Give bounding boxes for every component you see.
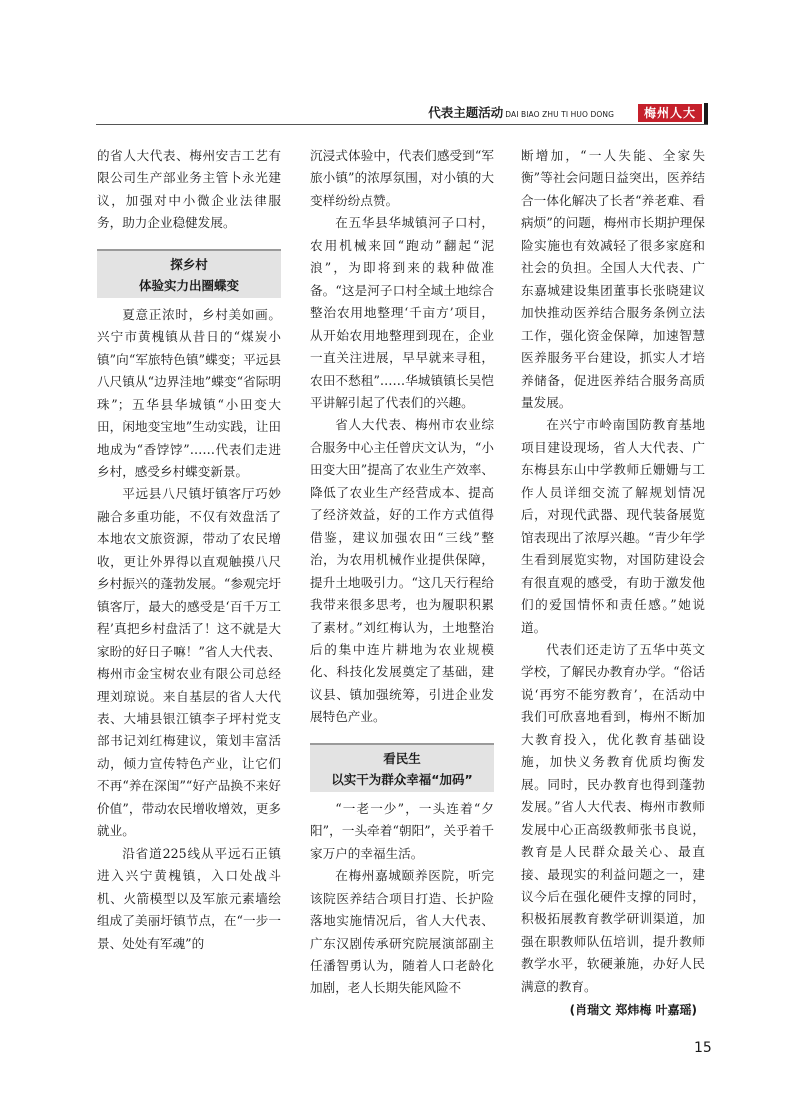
article-column-3 bbox=[521, 145, 705, 1022]
paragraph: 沉浸式体验中，代表们感受到“军旅小镇”的浓厚氛围，对小镇的大变样纷纷点赞。 bbox=[310, 148, 494, 208]
paragraph: 夏意正浓时，乡村美如画。兴宁市黄槐镇从昔日的“煤炭小镇”向“军旅特色镇”蝶变；平远县八尺镇从“边界洼地”蝶变“省际明珠”；五华县华城镇“小田变大田，闲地变宝地”生动实践，让田地成为“香饽饽”……代表们走进乡村，感受乡村蝶变新景。 bbox=[97, 306, 281, 479]
paragraph: 在兴宁市岭南国防教育基地项目建设现场，省人大代表、广东梅县东山中学教师丘姗姗与工作人员详细交流了解规划情况后，对现代武器、现代装备展览馆表现出了浓厚兴趣。“青少年学生看到展览实物，对国防建设会有很直观的感受，有助于激发他们的爱国情怀和责任感。”她说道。 bbox=[521, 417, 705, 635]
header-rule bbox=[96, 124, 708, 125]
paragraph: 在梅州嘉城颐养医院，听完该院医养结合项目打造、长护险落地实施情况后，省人大代表、广东汉剧传承研究院展演部副主任潘智勇认为，随着人口老龄化加剧，老人长期失能风险不 bbox=[310, 868, 494, 996]
author-byline: (肖瑞文 郑炜梅 叶嘉瑶) bbox=[569, 1003, 697, 1018]
section-title-text: 代表主题活动 bbox=[428, 105, 504, 120]
paragraph: 省人大代表、梅州市农业综合服务中心主任曾庆文认为，“小田变大田”提高了农业生产效率、降低了农业生产经营成本、提高了经济效益，好的工作方式值得借鉴，建议加强农田“三线”整治，为农用机械作业提供保障，提升土地吸引力。“这几天行程给我带来很多思考，也为履职积累了素材。”刘红梅认为，土地整治后的集中连片耕地为农业规模化、科技化发展奠定了基础，建议县、镇加强统筹，引进企业发展特色产业。 bbox=[310, 417, 494, 725]
paragraph: 断增加，“一人失能、全家失衡”等社会问题日益突出，医养结合一体化解决了长者“养老难、看病烦”的问题，梅州市长期护理保险实施也有效减轻了很多家庭和社会的负担。全国人大代表、广东嘉城建设集团董事长张晓建议加快推动医养结合服务条例立法工作，强化资金保障，加速智慧医养服务平台建设，抓实人才培养储备，促进医养结合服务高质量发展。 bbox=[521, 148, 705, 410]
article-column-2 bbox=[310, 145, 494, 1000]
paragraph: 沿省道225线从平远石正镇进入兴宁黄槐镇，入口处战斗机、火箭模型以及军旅元素墙绘组成了美丽圩镇节点，在“一步一景、处处有军魂”的 bbox=[97, 845, 281, 951]
section-heading-livelihood bbox=[310, 743, 494, 792]
section-title bbox=[428, 103, 614, 123]
paragraph: 代表们还走访了五华中英文学校，了解民办教育办学。“俗话说‘再穷不能穷教育’，在活动中我们可欣喜地看到，梅州不断加大教育投入，优化教育基础设施，加快义务教育优质均衡发展。同时，民办教育也得到蓬勃发展。”省人大代表、梅州市教师发展中心正高级教师张书良说，教育是人民群众最关心、最直接、最现实的利益问题之一，建议今后在强化硬件支撑的同时，积极拓展教育教学研训渠道，加强在职教师队伍培训，提升教师教学水平，软硬兼施，办好人民满意的教育。 bbox=[521, 641, 705, 994]
page-number: 15 bbox=[694, 1040, 712, 1056]
paragraph: 在五华县华城镇河子口村，农用机械来回“跑动”翻起“泥浪”，为即将到来的栽种做准备。“这是河子口村全域土地综合整治农用地整理‘千亩方’项目，从开始农用地整理到现在，企业一直关注进展，早早就来寻租，农田不愁租”……华城镇镇长吴恺平讲解引起了代表们的兴趣。 bbox=[310, 215, 494, 410]
paragraph: “一老一少”，一头连着“夕阳”，一头牵着“朝阳”，关乎着千家万户的幸福生活。 bbox=[310, 800, 494, 861]
article-column-1 bbox=[97, 145, 281, 955]
section-title-pinyin: DAI BIAO ZHU TI HUO DONG bbox=[505, 110, 614, 119]
section-heading-rural bbox=[97, 249, 281, 298]
section-heading-line-1: 探乡村 bbox=[170, 256, 208, 272]
paragraph: 的省人大代表、梅州安吉工艺有限公司生产部业务主管卜永光建议，加强对中小微企业法律服务，助力企业稳健发展。 bbox=[97, 148, 281, 231]
section-heading-line-1: 看民生 bbox=[383, 750, 421, 766]
section-heading-line-2: 以实干为群众幸福“加码” bbox=[331, 771, 473, 787]
page-header bbox=[96, 103, 708, 125]
paragraph: 平远县八尺镇圩镇客厅巧妙融合多重功能，不仅有效盘活了本地农文旅资源，带动了农民增收，更让外界得以直观触摸八尺乡村振兴的蓬勃发展。“参观完圩镇客厅，最大的感受是‘百千万工程’真把乡村盘活了！这不就是大家盼的好日子嘛！”省人大代表、梅州市金宝树农业有限公司总经理刘琼说。来自基层的省人大代表、大埔县银江镇李子坪村党支部书记刘红梅建议，策划丰富活动，倾力宣传特色产业，让它们不再“养在深闺”“好产品换不来好价值”，带动农民增收增效，更多就业。 bbox=[97, 486, 281, 839]
magazine-badge: 梅州人大 bbox=[638, 104, 702, 122]
section-heading-line-2: 体验实力出圈蝶变 bbox=[138, 277, 239, 293]
header-edge-bar bbox=[704, 103, 708, 125]
